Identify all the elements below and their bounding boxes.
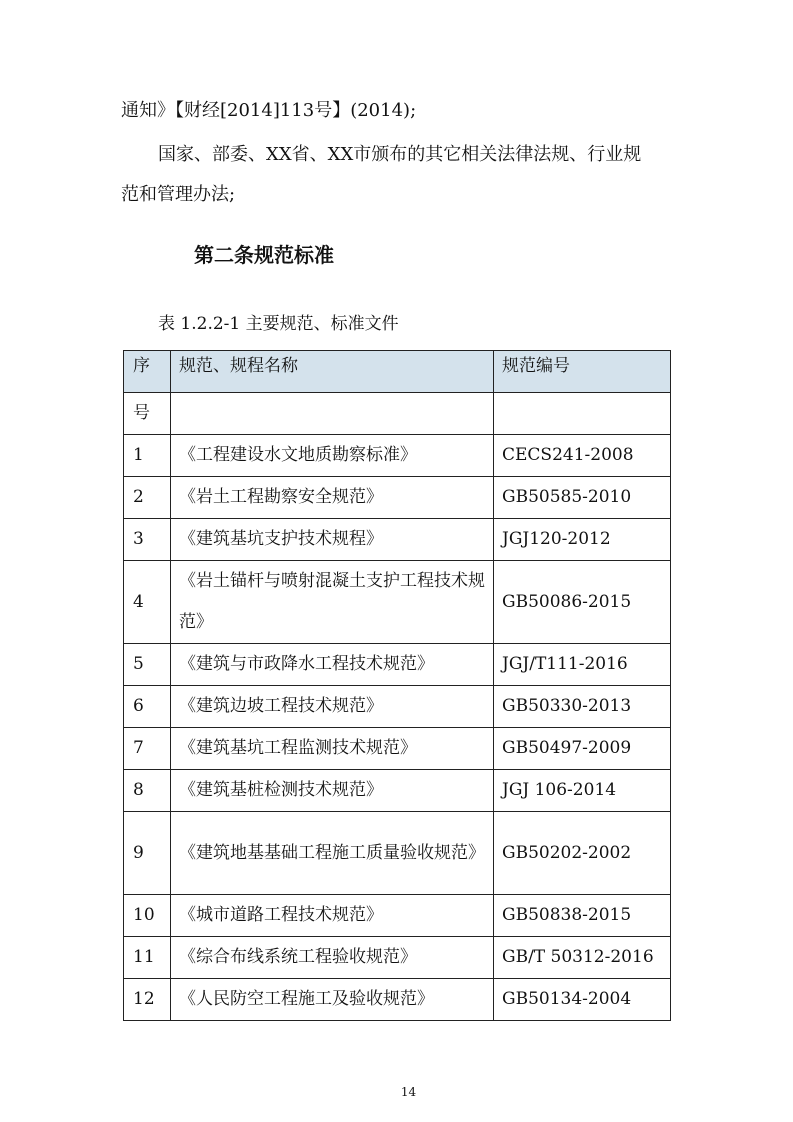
table-header-row bbox=[124, 351, 671, 393]
row-code: JGJ120-2012 bbox=[494, 519, 671, 561]
empty-cell bbox=[171, 393, 494, 435]
paragraph-line: 通知》【财经[2014]113号】(2014); bbox=[121, 100, 417, 121]
row-no: 3 bbox=[124, 519, 171, 561]
row-no: 1 bbox=[124, 435, 171, 477]
table-row bbox=[124, 937, 671, 979]
table-row bbox=[124, 561, 671, 644]
row-code: GB50086-2015 bbox=[494, 561, 671, 644]
row-name: 《建筑基桩检测技术规范》 bbox=[171, 770, 494, 812]
row-code: GB50497-2009 bbox=[494, 728, 671, 770]
row-no: 8 bbox=[124, 770, 171, 812]
table-row bbox=[124, 895, 671, 937]
row-no: 4 bbox=[124, 561, 171, 644]
row-no: 12 bbox=[124, 979, 171, 1021]
row-name: 《综合布线系统工程验收规范》 bbox=[171, 937, 494, 979]
row-code: JGJ/T111-2016 bbox=[494, 644, 671, 686]
table-row bbox=[124, 435, 671, 477]
table-row bbox=[124, 812, 671, 895]
row-code: GB50202-2002 bbox=[494, 812, 671, 895]
paragraph-line: 国家、部委、XX省、XX市颁布的其它相关法律法规、行业规 bbox=[158, 144, 642, 165]
row-name: 《岩土锚杆与喷射混凝土支护工程技术规范》 bbox=[171, 561, 494, 644]
table-row bbox=[124, 770, 671, 812]
header-no: 序 bbox=[124, 351, 171, 393]
row-no: 9 bbox=[124, 812, 171, 895]
row-name: 《建筑地基基础工程施工质量验收规范》 bbox=[171, 812, 494, 895]
row-code: GB/T 50312-2016 bbox=[494, 937, 671, 979]
table-row bbox=[124, 686, 671, 728]
row-code: GB50838-2015 bbox=[494, 895, 671, 937]
table-header-cont-row bbox=[124, 393, 671, 435]
row-no: 7 bbox=[124, 728, 171, 770]
row-name: 《建筑与市政降水工程技术规范》 bbox=[171, 644, 494, 686]
row-code: JGJ 106-2014 bbox=[494, 770, 671, 812]
row-no: 10 bbox=[124, 895, 171, 937]
row-name: 《建筑基坑工程监测技术规范》 bbox=[171, 728, 494, 770]
header-code: 规范编号 bbox=[494, 351, 671, 393]
row-name: 《岩土工程勘察安全规范》 bbox=[171, 477, 494, 519]
row-name: 《工程建设水文地质勘察标准》 bbox=[171, 435, 494, 477]
row-code: GB50330-2013 bbox=[494, 686, 671, 728]
section-heading: 第二条规范标准 bbox=[194, 243, 334, 267]
row-no: 11 bbox=[124, 937, 171, 979]
row-no: 5 bbox=[124, 644, 171, 686]
table-row bbox=[124, 728, 671, 770]
paragraph-line: 范和管理办法; bbox=[121, 184, 236, 205]
table-row bbox=[124, 979, 671, 1021]
empty-cell bbox=[494, 393, 671, 435]
row-no: 6 bbox=[124, 686, 171, 728]
page-number: 14 bbox=[400, 1085, 417, 1099]
table-row bbox=[124, 477, 671, 519]
row-code: GB50134-2004 bbox=[494, 979, 671, 1021]
table-caption: 表 1.2.2-1 主要规范、标准文件 bbox=[158, 314, 399, 334]
row-name: 《建筑基坑支护技术规程》 bbox=[171, 519, 494, 561]
row-name: 《城市道路工程技术规范》 bbox=[171, 895, 494, 937]
row-no: 2 bbox=[124, 477, 171, 519]
header-name: 规范、规程名称 bbox=[171, 351, 494, 393]
header-no-cont: 号 bbox=[124, 393, 171, 435]
row-code: GB50585-2010 bbox=[494, 477, 671, 519]
table-row bbox=[124, 519, 671, 561]
row-name: 《建筑边坡工程技术规范》 bbox=[171, 686, 494, 728]
row-name: 《人民防空工程施工及验收规范》 bbox=[171, 979, 494, 1021]
table-row bbox=[124, 644, 671, 686]
row-code: CECS241-2008 bbox=[494, 435, 671, 477]
standards-table bbox=[123, 350, 671, 1021]
